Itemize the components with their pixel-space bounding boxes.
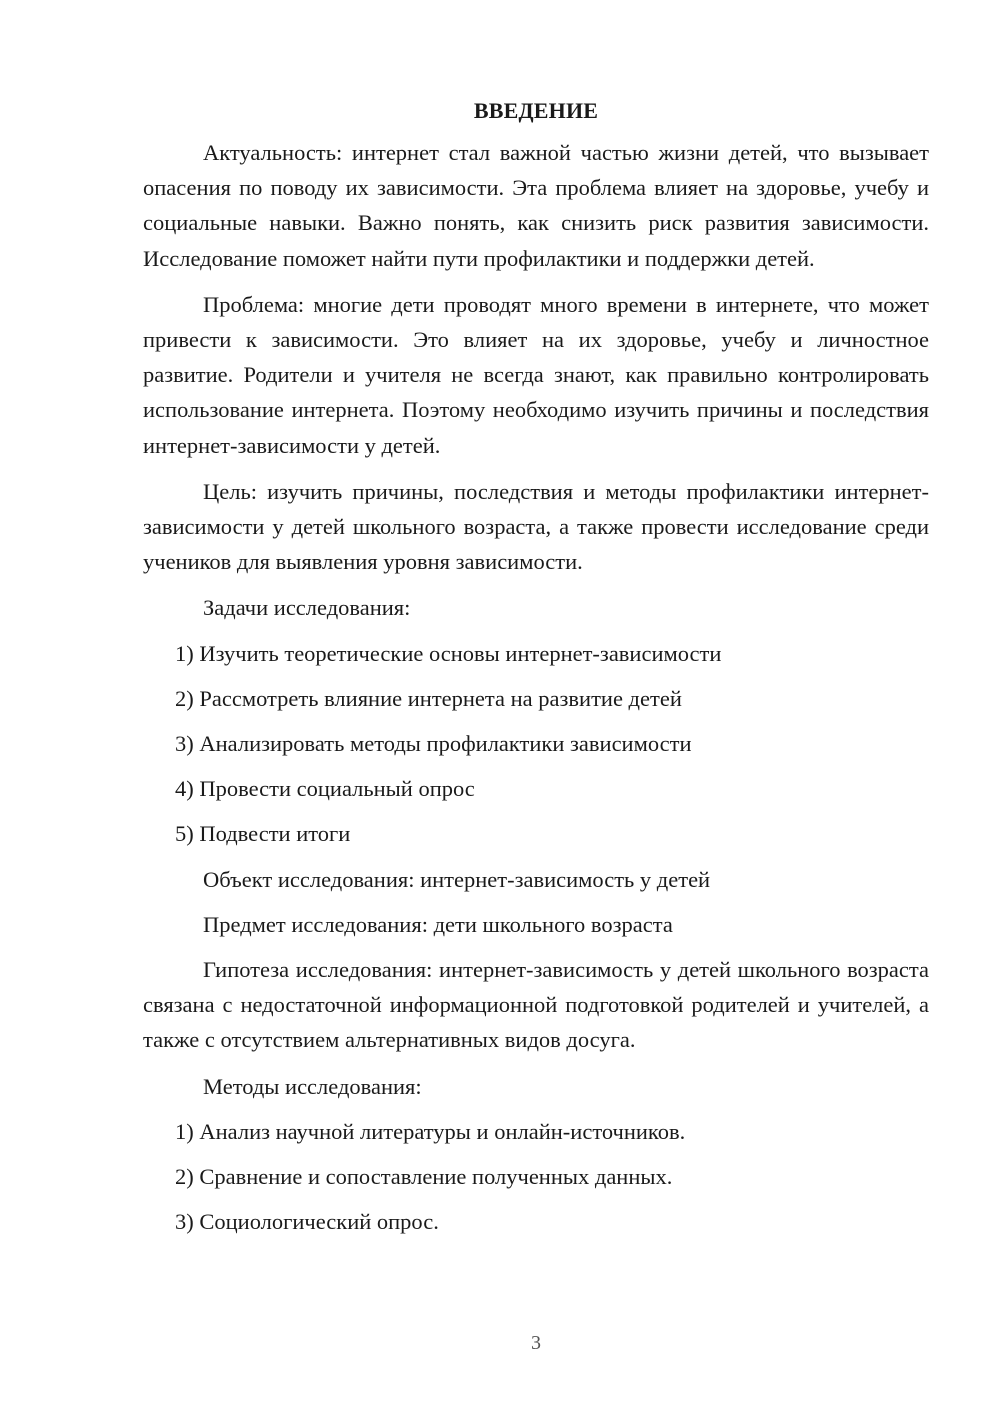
hypothesis-paragraph: Гипотеза исследования: интернет-зависимость у детей школьного возраста связана с недостаточной информационной подготовкой родителей и учителей, а также с отсутствием альтернативных видов досуга. — [143, 957, 929, 1053]
tasks-title: Задачи исследования: — [203, 595, 411, 621]
method-item: 1) Анализ научной литературы и онлайн-источников. — [175, 1118, 686, 1144]
relevance-paragraph: Актуальность: интернет стал важной частью жизни детей, что вызывает опасения по поводу их зависимости. Эта проблема влияет на здоровье, учебу и социальные навыки. Важно понять, как снизить риск развития зависимости. Исследование поможет найти пути профилактики и поддержки детей. — [143, 140, 929, 271]
method-item: 2) Сравнение и сопоставление полученных данных. — [175, 1164, 673, 1190]
task-item: 4) Провести социальный опрос — [175, 776, 475, 802]
task-item: 5) Подвести итоги — [175, 821, 351, 847]
page-number: 3 — [531, 1332, 541, 1354]
task-item: 3) Анализировать методы профилактики зависимости — [175, 731, 692, 757]
task-item: 1) Изучить теоретические основы интернет-зависимости — [175, 640, 722, 666]
object-line: Объект исследования: интернет-зависимость у детей — [203, 866, 711, 892]
goal-paragraph: Цель: изучить причины, последствия и методы профилактики интернет-зависимости у детей школьного возраста, а также провести исследование среди учеников для выявления уровня зависимости. — [143, 478, 929, 575]
method-item: 3) Социологический опрос. — [175, 1209, 439, 1235]
problem-paragraph: Проблема: многие дети проводят много времени в интернете, что может привести к зависимости. Это влияет на их здоровье, учебу и личностное развитие. Родители и учителя не всегда знают, как правильно контролировать использование интернета. Поэтому необходимо изучить причины и последствия интернет-зависимости у детей. — [143, 291, 929, 458]
methods-title: Методы исследования: — [203, 1073, 422, 1099]
task-item: 2) Рассмотреть влияние интернета на развитие детей — [175, 685, 682, 711]
section-heading: ВВЕДЕНИЕ — [473, 98, 599, 123]
subject-line: Предмет исследования: дети школьного возраста — [203, 911, 673, 937]
document-page — [143, 95, 929, 1249]
